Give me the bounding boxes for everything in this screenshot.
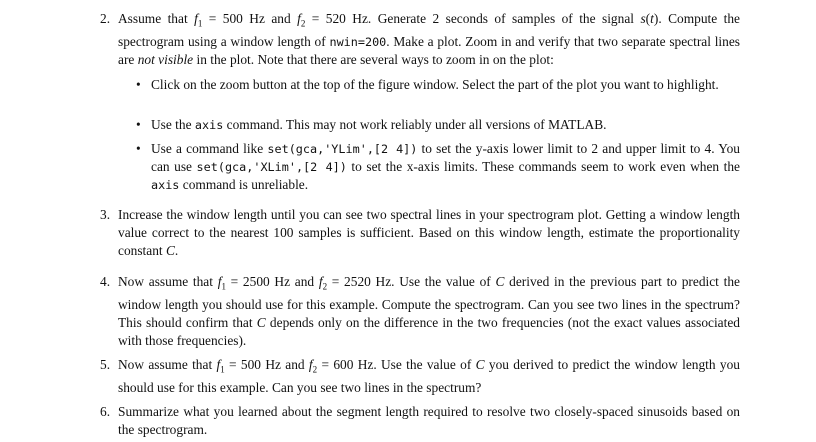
bullet-text: Use the axis command. This may not work reliably under all versions of MATLAB. [151, 117, 607, 132]
list-item-6 [100, 403, 740, 439]
bullet-item [136, 140, 740, 195]
item-text: Assume that $f_1 = 500$ Hz and $f_2 = 520$ Hz. Generate 2 seconds of samples of the signal s(t). Compute the spectrogram using a window length of nwin=200. Make a plot. Zoom in and verify that two separate spectral lines are not visible in the plot. Note that there are several ways to zoom in on the plot: [118, 11, 741, 68]
list-item-5 [100, 356, 740, 397]
bullet-text: Click on the zoom button at the top of the figure window. Select the part of the plot you want to highlight. [151, 77, 719, 92]
list-item-3 [100, 206, 740, 261]
item-text: Summarize what you learned about the segment length required to resolve two closely-spaced sinusoids based on the spectrogram. [118, 404, 740, 438]
bullet-item [136, 116, 740, 134]
item-text: Now assume that $f_1 = 500$ Hz and $f_2 = 600$ Hz. Use the value of C you derived to predict the window length you should use for this example. Can you see two lines in the spectrum? [118, 357, 740, 395]
item-number: 3. [100, 207, 111, 222]
bullet-dot-icon: • [136, 141, 141, 156]
item-number: 5. [100, 357, 111, 372]
bullet-text: Use a command like set(gca,'YLim',[2 4]) to set the y-axis lower limit to 2 and upper limit to 4. You can use set(gca,'XLim',[2 4]) to set the x-axis limits. These commands seem to work even when the axis command is unreliable. [151, 141, 740, 193]
list-item-4 [100, 273, 740, 350]
item-text: Increase the window length until you can see two spectral lines in your spectrogram plot. Getting a window length value correct to the nearest 100 samples is sufficient. Based on this window length, estimate the proportionality constant C. [118, 207, 740, 259]
item-number: 4. [100, 274, 111, 289]
item-number: 2. [100, 11, 111, 26]
list-item-2 [100, 10, 740, 69]
item-text: Now assume that $f_1 = 2500$ Hz and $f_2 = 2520$ Hz. Use the value of C derived in the previous part to predict the window length you should use for this example. Compute the spectrogram. Can you see two lines in the spectrum? This should confirm that C depends only on the difference in the two frequencies (not the exact values associated with those frequencies). [118, 274, 740, 349]
bullet-dot-icon: • [136, 117, 141, 132]
bullet-item [136, 76, 740, 94]
item-number: 6. [100, 404, 111, 419]
bullet-dot-icon: • [136, 77, 141, 92]
